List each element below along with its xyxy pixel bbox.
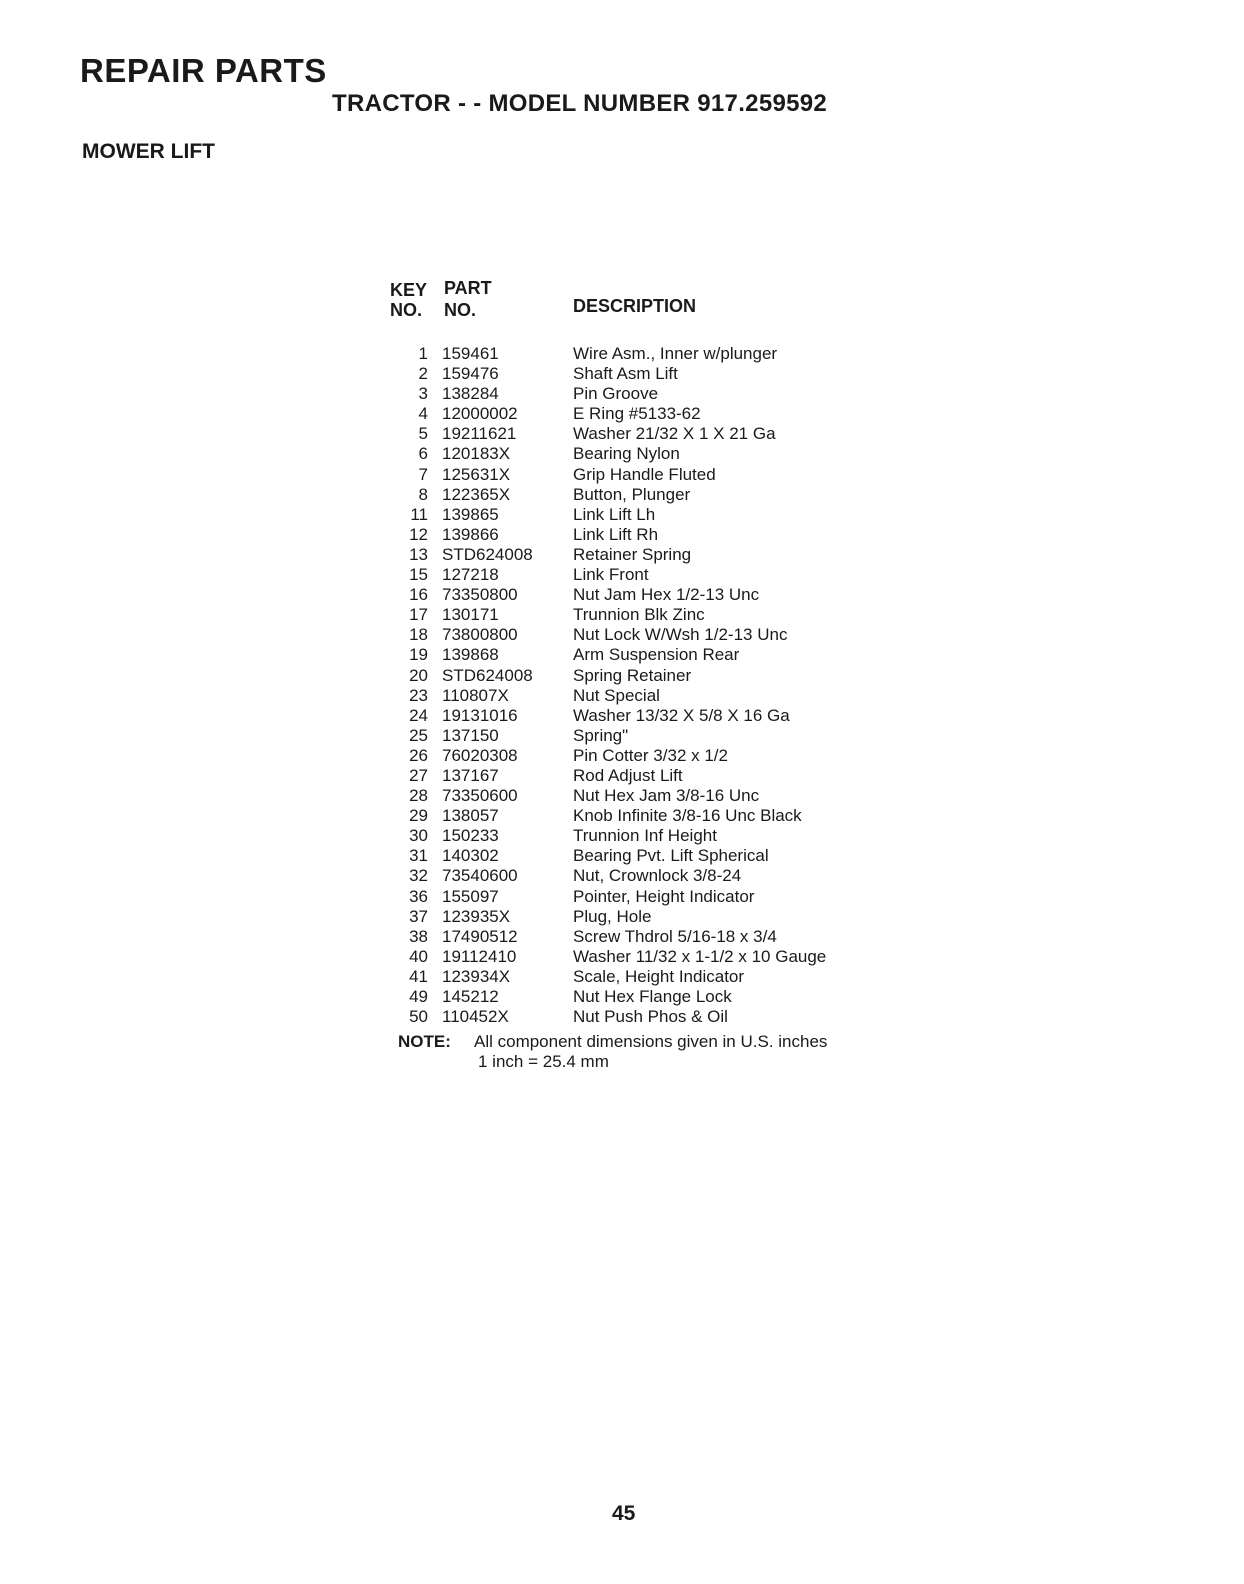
part-number-cell: 130171: [442, 605, 499, 625]
description-cell: Washer 13/32 X 5/8 X 16 Ga: [573, 705, 790, 725]
description-cell: Arm Suspension Rear: [573, 645, 740, 665]
key-cell: 13: [409, 544, 428, 564]
key-cell: 6: [418, 444, 428, 464]
table-row: [390, 505, 930, 525]
key-cell: 7: [418, 464, 428, 484]
table-row: [390, 645, 930, 665]
key-cell: 50: [409, 1007, 428, 1027]
key-cell: 20: [409, 665, 428, 685]
table-row: [390, 384, 930, 404]
header-part-no: NO.: [444, 300, 477, 320]
description-cell: Button, Plunger: [573, 484, 691, 504]
header-description: DESCRIPTION: [573, 296, 697, 316]
part-number-cell: 137167: [442, 765, 499, 785]
key-cell: 24: [409, 705, 428, 725]
table-row: [390, 947, 930, 967]
key-cell: 32: [409, 866, 428, 886]
table-row: [390, 826, 930, 846]
table-row: [390, 444, 930, 464]
part-number-cell: 76020308: [442, 745, 518, 765]
table-row: [390, 786, 930, 806]
table-row: [390, 565, 930, 585]
table-row: [390, 585, 930, 605]
table-row: [390, 726, 930, 746]
part-number-cell: 140302: [442, 846, 499, 866]
part-number-cell: 17490512: [442, 926, 518, 946]
part-number-cell: 73350800: [442, 585, 518, 605]
table-row: [390, 424, 930, 444]
key-cell: 40: [409, 946, 428, 966]
description-cell: Trunnion Inf Height: [573, 826, 717, 846]
table-row: [390, 485, 930, 505]
table-row: [390, 866, 930, 886]
part-number-cell: 138284: [442, 384, 499, 404]
note: [398, 1032, 827, 1072]
key-cell: 1: [418, 344, 428, 363]
part-number-cell: 159476: [442, 364, 499, 384]
part-number-cell: 139865: [442, 504, 499, 524]
part-number-cell: 120183X: [442, 444, 511, 464]
description-cell: Nut Hex Flange Lock: [573, 987, 732, 1006]
key-cell: 29: [409, 806, 428, 826]
table-row: [390, 545, 930, 565]
key-cell: 12: [409, 524, 428, 544]
key-cell: 23: [409, 685, 428, 705]
model-number-title: TRACTOR - - MODEL NUMBER 917.259592: [332, 90, 828, 117]
part-number-cell: 125631X: [442, 464, 511, 484]
description-cell: Knob Infinite 3/8-16 Unc Black: [573, 806, 802, 826]
part-number-cell: STD624008: [442, 544, 533, 564]
table-row: [390, 766, 930, 786]
description-cell: Plug, Hole: [573, 906, 652, 926]
note-line-1: All component dimensions given in U.S. inches: [474, 1032, 828, 1051]
part-number-cell: 150233: [442, 826, 499, 846]
key-cell: 3: [418, 384, 428, 404]
table-row: [390, 364, 930, 384]
key-cell: 49: [409, 987, 428, 1006]
description-cell: Nut, Crownlock 3/8-24: [573, 866, 742, 886]
key-cell: 2: [418, 364, 428, 384]
key-cell: 28: [409, 786, 428, 806]
table-row: [390, 465, 930, 485]
part-number-cell: 19211621: [442, 424, 517, 444]
table-row: [390, 625, 930, 645]
description-cell: Screw Thdrol 5/16-18 x 3/4: [573, 926, 777, 946]
description-cell: Spring Retainer: [573, 665, 692, 685]
key-cell: 19: [409, 645, 428, 665]
description-cell: Link Lift Rh: [573, 524, 659, 544]
key-cell: 38: [409, 926, 428, 946]
key-cell: 26: [409, 745, 428, 765]
key-cell: 15: [409, 565, 428, 585]
part-number-cell: 19131016: [442, 705, 518, 725]
part-number-cell: 73800800: [442, 625, 518, 645]
description-cell: Pin Groove: [573, 384, 659, 404]
table-row: [390, 706, 930, 726]
header-key-no: NO.: [390, 300, 423, 320]
description-cell: Link Front: [573, 565, 649, 585]
description-cell: Shaft Asm Lift: [573, 364, 678, 384]
table-row: [390, 846, 930, 866]
table-row: [390, 907, 930, 927]
part-number-cell: 139868: [442, 645, 499, 665]
description-cell: Nut Special: [573, 685, 660, 705]
description-cell: Trunnion Blk Zinc: [573, 605, 705, 625]
table-header: [390, 280, 930, 344]
key-cell: 18: [409, 625, 428, 645]
page-title: REPAIR PARTS: [80, 52, 327, 89]
part-number-cell: 137150: [442, 725, 499, 745]
header-key: KEY: [390, 280, 428, 300]
part-number-cell: 145212: [442, 987, 499, 1006]
table-row: [390, 686, 930, 706]
description-cell: Bearing Nylon: [573, 444, 680, 464]
table-body: [390, 344, 930, 1027]
note-label: NOTE:: [398, 1032, 451, 1051]
table-row: [390, 746, 930, 766]
key-cell: 36: [409, 886, 428, 906]
part-number-cell: 155097: [442, 886, 499, 906]
note-line-2: 1 inch = 25.4 mm: [478, 1052, 609, 1071]
description-cell: Bearing Pvt. Lift Spherical: [573, 846, 769, 866]
key-cell: 31: [409, 846, 428, 866]
description-cell: Pin Cotter 3/32 x 1/2: [573, 745, 728, 765]
part-number-cell: 110452X: [442, 1007, 509, 1027]
key-cell: 4: [418, 404, 428, 424]
part-number-cell: 19112410: [442, 946, 517, 966]
description-cell: Retainer Spring: [573, 544, 692, 564]
table-row: [390, 987, 930, 1007]
part-number-cell: 73350600: [442, 786, 518, 806]
key-cell: 5: [418, 424, 428, 444]
part-number-cell: 127218: [442, 565, 499, 585]
part-number-cell: 123934X: [442, 966, 511, 986]
part-number-cell: 122365X: [442, 484, 511, 504]
part-number-cell: 110807X: [442, 685, 509, 705]
table-row: [390, 404, 930, 424]
table-row: [390, 525, 930, 545]
table-row: [390, 967, 930, 987]
part-number-cell: 159461: [442, 344, 499, 363]
description-cell: Wire Asm., Inner w/plunger: [573, 344, 778, 363]
part-number-cell: 12000002: [442, 404, 518, 424]
key-cell: 37: [409, 906, 428, 926]
description-cell: Nut Lock W/Wsh 1/2-13 Unc: [573, 625, 788, 645]
key-cell: 27: [409, 765, 428, 785]
table-row: [390, 887, 930, 907]
part-number-cell: 123935X: [442, 906, 511, 926]
description-cell: Scale, Height Indicator: [573, 966, 745, 986]
description-cell: Grip Handle Fluted: [573, 464, 716, 484]
description-cell: Nut Jam Hex 1/2-13 Unc: [573, 585, 760, 605]
table-row: [390, 344, 930, 364]
description-cell: Rod Adjust Lift: [573, 765, 683, 785]
key-cell: 30: [409, 826, 428, 846]
table-row: [390, 605, 930, 625]
key-cell: 41: [409, 966, 428, 986]
page-number: 45: [612, 1502, 636, 1525]
key-cell: 16: [409, 585, 428, 605]
description-cell: Washer 21/32 X 1 X 21 Ga: [573, 424, 776, 444]
description-cell: Nut Hex Jam 3/8-16 Unc: [573, 786, 760, 806]
part-number-cell: 73540600: [442, 866, 518, 886]
table-row: [390, 927, 930, 947]
description-cell: Pointer, Height Indicator: [573, 886, 755, 906]
description-cell: Link Lift Lh: [573, 504, 656, 524]
description-cell: Nut Push Phos & Oil: [573, 1007, 728, 1027]
key-cell: 8: [418, 484, 428, 504]
table-row: [390, 666, 930, 686]
header-part: PART: [444, 278, 492, 298]
description-cell: E Ring #5133-62: [573, 404, 701, 424]
part-number-cell: STD624008: [442, 665, 533, 685]
description-cell: Spring": [573, 725, 629, 745]
table-row: [390, 806, 930, 826]
key-cell: 17: [409, 605, 428, 625]
key-cell: 11: [410, 504, 428, 524]
table-row: [390, 1007, 930, 1027]
description-cell: Washer 11/32 x 1-1/2 x 10 Gauge: [573, 946, 827, 966]
parts-table: [390, 280, 930, 1027]
part-number-cell: 139866: [442, 524, 499, 544]
part-number-cell: 138057: [442, 806, 499, 826]
section-title: MOWER LIFT: [82, 140, 215, 163]
key-cell: 25: [409, 725, 428, 745]
